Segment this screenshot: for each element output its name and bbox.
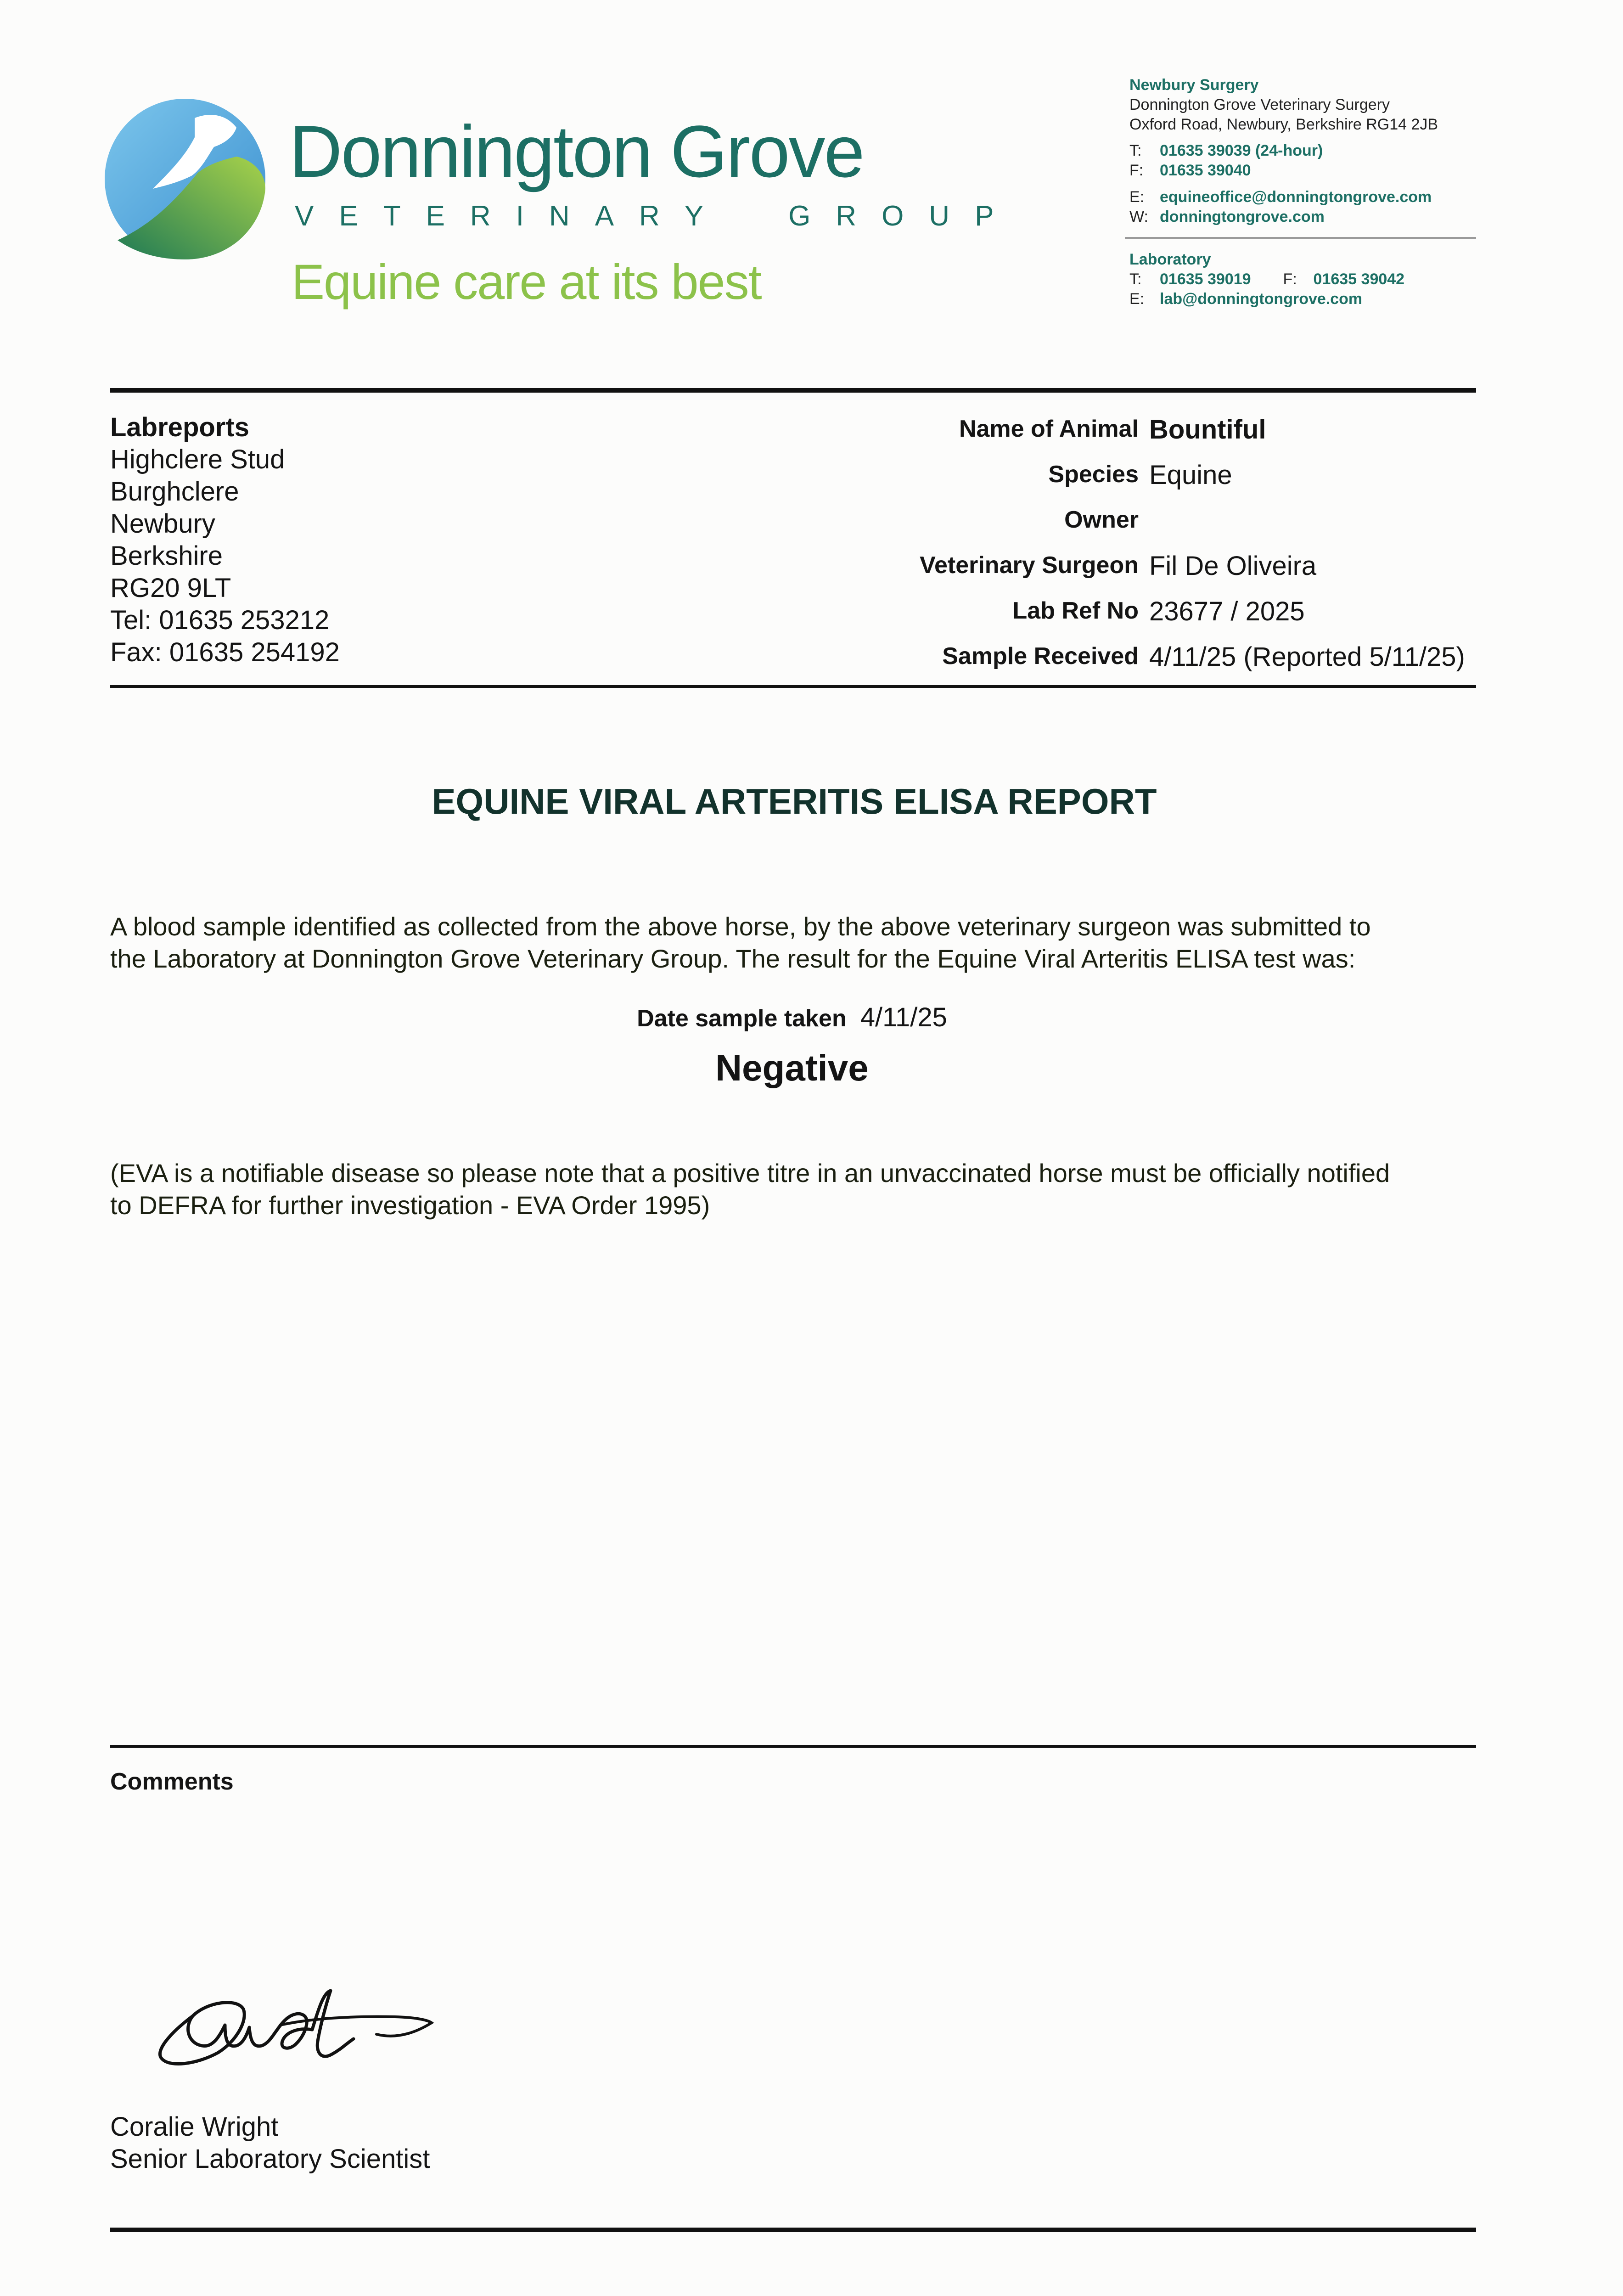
horse-head-logo-icon (105, 99, 265, 259)
recipient-line2: Burghclere (110, 477, 239, 506)
surgery-phone: T: 01635 39039 (24-hour) (1129, 142, 1323, 159)
surgery-address-line2: Oxford Road, Newbury, Berkshire RG14 2JB (1129, 116, 1438, 133)
handwritten-signature-icon (138, 1965, 459, 2085)
details-divider (110, 685, 1476, 688)
note-line2: to DEFRA for further investigation - EVA Order 1995) (110, 1191, 710, 1220)
surgery-fax: F: 01635 39040 (1129, 162, 1251, 179)
sample-received-label: Sample Received (942, 643, 1139, 670)
sample-received-value: 4/11/25 (Reported 5/11/25) (1149, 642, 1465, 672)
laboratory-heading: Laboratory (1129, 251, 1211, 268)
animal-name-label: Name of Animal (959, 416, 1139, 442)
vet-surgeon-value: Fil De Oliveira (1149, 551, 1317, 581)
lab-ref-label: Lab Ref No (1012, 597, 1139, 624)
animal-name-value: Bountiful (1149, 415, 1266, 445)
brand-name: Donnington Grove (289, 110, 864, 192)
signer-name: Coralie Wright (110, 2112, 279, 2142)
surgery-address-line1: Donnington Grove Veterinary Surgery (1129, 96, 1390, 113)
surgery-email[interactable]: E: equineoffice@donningtongrove.com (1129, 188, 1432, 206)
recipient-line1: Highclere Stud (110, 445, 285, 474)
recipient-line3: Newbury (110, 509, 215, 539)
laboratory-phone-fax: T: 01635 39019 F: 01635 39042 (1129, 270, 1405, 288)
report-title: EQUINE VIRAL ARTERITIS ELISA REPORT (432, 781, 1157, 822)
intro-line2: the Laboratory at Donnington Grove Veterinary Group. The result for the Equine Viral Arteritis ELISA test was: (110, 944, 1356, 973)
comments-label: Comments (110, 1768, 234, 1795)
species-value: Equine (1149, 460, 1232, 490)
header-divider (110, 388, 1476, 393)
recipient-postcode: RG20 9LT (110, 573, 231, 603)
recipient-name: Labreports (110, 412, 249, 442)
recipient-fax: Fax: 01635 254192 (110, 637, 340, 667)
date-sample-taken-label: Date sample taken (637, 1005, 847, 1032)
signer-title: Senior Laboratory Scientist (110, 2144, 430, 2174)
species-label: Species (1048, 461, 1139, 488)
note-line1: (EVA is a notifiable disease so please note that a positive titre in an unvaccinated horse must be officially notified (110, 1159, 1390, 1187)
comments-divider (110, 1745, 1476, 1748)
intro-line1: A blood sample identified as collected from the above horse, by the above veterinary surgeon was submitted to (110, 912, 1371, 941)
vet-surgeon-label: Veterinary Surgeon (920, 552, 1139, 579)
owner-label: Owner (1064, 506, 1139, 533)
tagline: Equine care at its best (292, 254, 761, 310)
laboratory-email[interactable]: E: lab@donningtongrove.com (1129, 290, 1363, 308)
surgery-website[interactable]: W: donningtongrove.com (1129, 208, 1325, 225)
footer-divider (110, 2228, 1476, 2232)
recipient-tel: Tel: 01635 253212 (110, 605, 330, 635)
surgery-heading: Newbury Surgery (1129, 76, 1259, 94)
brand-subtitle: VETERINARY GROUP (295, 200, 1019, 232)
lab-ref-value: 23677 / 2025 (1149, 597, 1305, 626)
test-result: Negative (715, 1047, 869, 1088)
recipient-line4: Berkshire (110, 541, 223, 571)
contact-divider (1125, 237, 1476, 239)
date-sample-taken (0, 1002, 1584, 1033)
date-sample-taken-value: 4/11/25 (860, 1002, 947, 1032)
